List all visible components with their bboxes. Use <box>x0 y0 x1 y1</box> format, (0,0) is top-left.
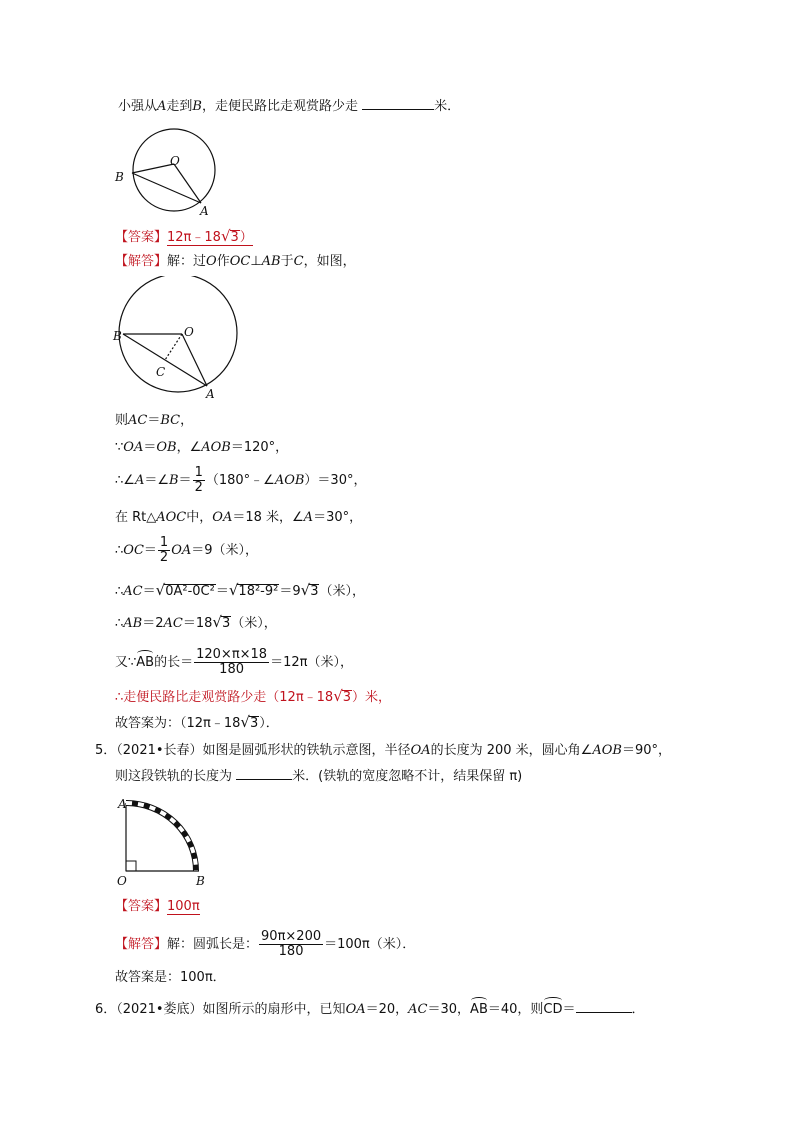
text: 又∵ <box>115 655 137 670</box>
numerator: 120×π×18 <box>196 647 268 662</box>
solution-line-5 <box>115 930 415 959</box>
var-b: B <box>192 99 202 114</box>
text: 解：圆弧长是： <box>167 937 259 952</box>
sqrt-sign: √ <box>220 227 231 245</box>
text: 作 <box>216 254 230 269</box>
text: 在 Rt△ <box>115 510 157 525</box>
solution-line-1 <box>115 254 356 270</box>
var: OA <box>171 543 192 558</box>
answer-line-5 <box>115 899 200 915</box>
sqrt-sign: √ <box>240 713 250 731</box>
text: ）＝30°， <box>304 473 367 488</box>
label-b: B <box>113 329 122 343</box>
text: ＝12π（米）， <box>270 655 353 670</box>
solution-final <box>115 714 279 732</box>
var: OA <box>212 510 233 525</box>
text: ＝ <box>178 473 192 488</box>
denominator: 180 <box>278 944 304 959</box>
numerator: 1 <box>194 465 203 480</box>
text: 的长＝ <box>154 655 194 670</box>
radicand: 3 <box>221 616 231 631</box>
solution-line <box>115 648 353 677</box>
radicand: 3 <box>249 716 259 731</box>
var: AB <box>123 616 143 631</box>
text: ＝20， <box>365 1002 409 1017</box>
var: AOC <box>156 510 187 525</box>
label-a: A <box>206 387 215 401</box>
text: ∴∠ <box>115 473 135 488</box>
text: 故答案为：（12π﹣18 <box>115 716 241 731</box>
text: 解：过 <box>167 254 207 269</box>
denominator: 180 <box>219 662 244 677</box>
answer-tag: 【答案】 <box>115 230 168 245</box>
arc-ab: AB <box>470 1002 488 1017</box>
fraction <box>259 930 323 959</box>
text: ，走便民路比走观赏路少走 <box>201 99 358 114</box>
var: AOB <box>201 440 231 455</box>
text: ＝40，则 <box>487 1002 544 1017</box>
radicand: 0A²-0C² <box>165 584 215 599</box>
sqrt-sign: √ <box>212 613 222 631</box>
text: ∵ <box>115 440 124 455</box>
numerator: 90π×200 <box>261 929 322 944</box>
text: 米． <box>434 99 461 114</box>
numerator: 1 <box>159 535 169 550</box>
value: 12π﹣18 <box>167 230 221 245</box>
var: OA <box>345 1002 366 1017</box>
sqrt-sign: √ <box>155 581 166 599</box>
var: AOB <box>592 743 622 758</box>
answer-line-1 <box>115 228 253 246</box>
fraction <box>194 648 269 677</box>
var: AC <box>408 1002 428 1017</box>
var: OA <box>123 440 144 455</box>
solution-tag: 【解答】 <box>115 937 168 952</box>
solution-tag: 【解答】 <box>115 254 168 269</box>
text: ＝30°， <box>313 510 363 525</box>
arc-cd: CD <box>543 1002 563 1017</box>
text: ＝ <box>147 413 161 428</box>
text: ∴ <box>115 584 124 599</box>
answer-blank <box>362 109 434 110</box>
question-5-line-2 <box>115 769 522 785</box>
figure-circle-2 <box>110 276 250 401</box>
text: 小强从 <box>118 99 158 114</box>
text: （米）， <box>319 584 365 599</box>
solution-line <box>115 510 362 526</box>
var: A <box>303 510 314 525</box>
label-o: O <box>170 154 180 168</box>
question-6 <box>95 1002 645 1018</box>
source: （2021•长春） <box>116 743 203 758</box>
question-number: 6． <box>95 1002 117 1017</box>
question-5 <box>95 743 671 759</box>
text: 中， <box>186 510 213 525</box>
var: A <box>134 473 145 488</box>
var: AOB <box>274 473 305 488</box>
var: OA <box>410 743 431 758</box>
radicand: 3 <box>342 690 352 705</box>
label-c: C <box>156 365 166 379</box>
label-b: B <box>196 874 205 888</box>
fraction <box>158 536 170 565</box>
label-o: O <box>184 325 194 339</box>
text: 如图是圆弧形状的铁轨示意图，半径 <box>202 743 411 758</box>
text: 如图所示的扇形中，已知 <box>202 1002 346 1017</box>
var: C <box>293 254 304 269</box>
text: ． <box>631 1002 645 1017</box>
question-continuation <box>118 99 460 115</box>
text: 则这段铁轨的长度为 <box>115 769 233 784</box>
var: AC <box>123 584 143 599</box>
radicand: 18²-9² <box>238 584 279 599</box>
solution-conclusion <box>115 688 391 706</box>
question-number: 5． <box>95 743 117 758</box>
var: OC <box>229 254 251 269</box>
solution-line <box>115 536 258 565</box>
answer-tag: 【答案】 <box>115 899 168 914</box>
denominator: 2 <box>159 550 169 565</box>
source: （2021•娄底） <box>116 1002 203 1017</box>
var: O <box>206 254 217 269</box>
text: 米．(铁轨的宽度忽略不计，结果保留 π) <box>292 769 523 784</box>
var: B <box>168 473 179 488</box>
sqrt-sign: √ <box>228 581 239 599</box>
arc-ab: AB <box>136 655 155 670</box>
label-a: A <box>118 797 127 811</box>
text: ⊥ <box>250 254 262 269</box>
var: OB <box>156 440 177 455</box>
radicand: 3 <box>310 584 319 599</box>
text: ＝18 米，∠ <box>232 510 304 525</box>
text: ＝100π（米）． <box>324 937 416 952</box>
text: （米）， <box>231 616 277 631</box>
text: ＝∠ <box>144 473 169 488</box>
denominator: 2 <box>194 480 203 495</box>
var: AC <box>128 413 148 428</box>
answer-value <box>167 227 253 246</box>
answer-blank <box>236 779 292 780</box>
solution-line <box>115 582 365 600</box>
text: ）． <box>259 716 279 731</box>
text: ＝90°， <box>621 743 671 758</box>
text: 走到 <box>166 99 193 114</box>
solution-line <box>115 466 366 495</box>
text: ∴ <box>115 616 124 631</box>
text: ，如图， <box>303 254 356 269</box>
text: ∴走便民路比走观赏路少走（12π﹣18 <box>115 690 334 705</box>
text: ＝ <box>142 584 156 599</box>
var: AB <box>261 254 281 269</box>
text: ＝ <box>143 440 157 455</box>
text: 的长度为 200 米，圆心角∠ <box>430 743 593 758</box>
var: AC <box>163 616 183 631</box>
sqrt-sign: √ <box>333 687 343 705</box>
text: ＝9 <box>279 584 301 599</box>
text: ， <box>180 413 194 428</box>
text: ＝30， <box>427 1002 471 1017</box>
sqrt-sign: √ <box>300 581 311 599</box>
answer-blank <box>576 1012 632 1013</box>
text: ＝9（米）， <box>191 543 259 558</box>
text: ＝ <box>562 1002 576 1017</box>
text: ）米， <box>352 690 392 705</box>
answer-value: 100π <box>167 899 200 914</box>
solution-final-5 <box>115 970 226 986</box>
text: ，∠ <box>176 440 202 455</box>
text: ＝ <box>215 584 229 599</box>
label-o: O <box>117 874 127 888</box>
fraction <box>193 466 205 495</box>
text: ∴ <box>115 543 124 558</box>
solution-line <box>115 413 193 429</box>
var: OC <box>123 543 144 558</box>
figure-circle-1 <box>110 125 225 220</box>
text: 则 <box>115 413 129 428</box>
text: ＝18 <box>182 616 213 631</box>
figure-rail <box>112 794 217 889</box>
var-a: A <box>157 99 167 114</box>
label-a: A <box>200 204 209 218</box>
text: （180°﹣∠ <box>205 473 275 488</box>
label-b: B <box>115 170 124 184</box>
var: BC <box>160 413 181 428</box>
text: ＝ <box>143 543 157 558</box>
text: ＝2 <box>142 616 164 631</box>
solution-line <box>115 440 288 456</box>
radicand: 3 <box>230 230 239 245</box>
text: 于 <box>280 254 294 269</box>
paren: ） <box>239 230 253 245</box>
text: ＝120°， <box>230 440 289 455</box>
solution-line <box>115 614 277 632</box>
text: 故答案是：100π． <box>115 970 226 985</box>
